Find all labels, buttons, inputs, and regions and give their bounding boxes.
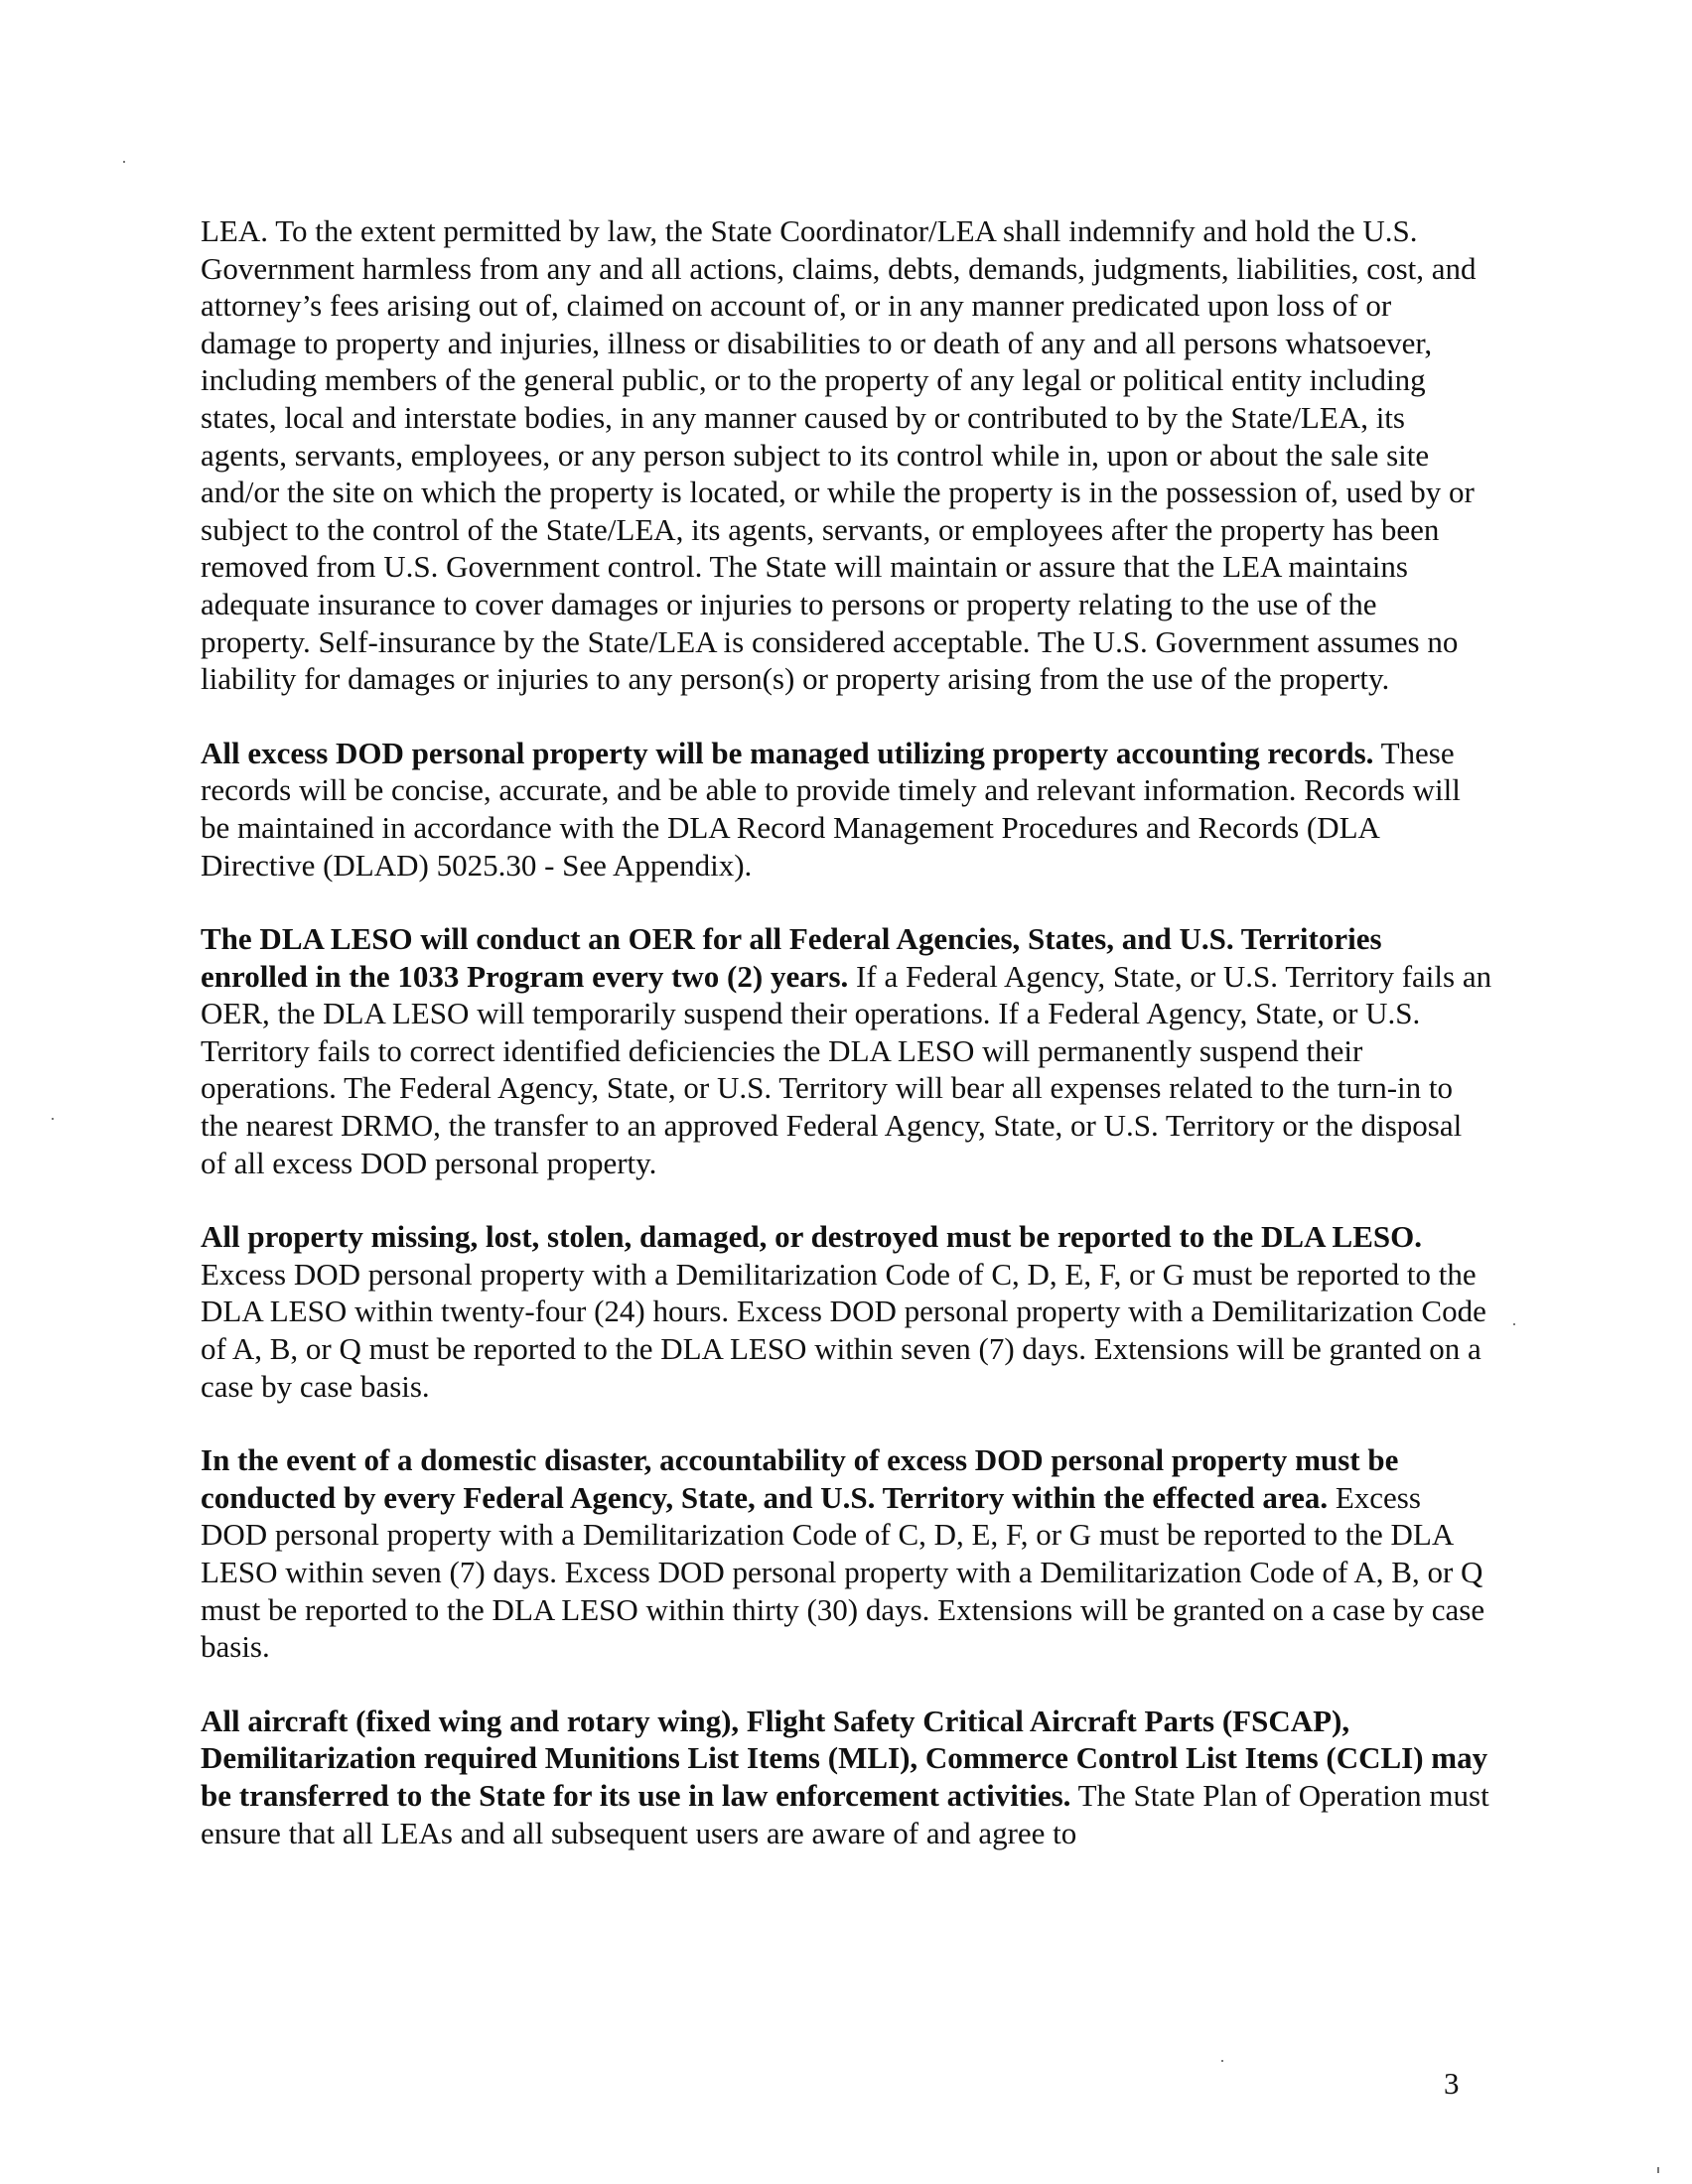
scan-speck — [52, 1118, 54, 1120]
paragraph-lead: In the event of a domestic disaster, accountability of excess DOD personal property must be conducted by every Federal Agency, State, and U.S. Territory within the effected area. — [201, 1442, 1399, 1515]
paragraph-missing-property — [201, 1218, 1493, 1405]
paragraph-text: Excess DOD personal property with a Demilitarization Code of C, D, E, F, or G must be reported to the DLA LESO within seven (7) days. Excess DOD personal property with a Demilitarization Code of A, B, or Q must be reported to the DLA LESO within thirty (30) days. Extensions will be granted on a case by case basis. — [201, 1479, 1485, 1665]
paragraph-lead: All excess DOD personal property will be managed utilizing property accounting records. — [201, 735, 1374, 770]
paragraph-text: LEA. To the extent permitted by law, the State Coordinator/LEA shall indemnify and hold the U.S. Government harmless from any and all actions, claims, debts, demands, judgments, liabilities, cost, and attorney’s fees arising out of, claimed on account of, or in any manner predicated upon loss of or damage to property and injuries, illness or disabilities to or death of any and all persons whatsoever, including members of the general public, or to the property of any legal or political entity including states, local and interstate bodies, in any manner caused by or contributed to by the State/LEA, its agents, servants, employees, or any person subject to its control while in, upon or about the sale site and/or the site on which the property is located, or while the property is in the possession of, used by or subject to the control of the State/LEA, its agents, servants, or employees after the property has been removed from U.S. Government control. The State will maintain or assure that the LEA maintains adequate insurance to cover damages or injuries to persons or property relating to the use of the property. Self-insurance by the State/LEA is considered acceptable. The U.S. Government assumes no liability for damages or injuries to any person(s) or property arising from the use of the property. — [201, 213, 1477, 697]
paragraph-lead: All property missing, lost, stolen, damaged, or destroyed must be reported to the DLA LESO. — [201, 1219, 1422, 1255]
paragraph-aircraft — [201, 1703, 1493, 1851]
paragraph-lead: The DLA LESO will conduct an OER for all Federal Agencies, States, and U.S. Territories enrolled in the 1033 Program every two (2) years. — [201, 921, 1382, 994]
paragraph-indemnification — [201, 212, 1493, 698]
paragraph-oer — [201, 920, 1493, 1181]
scan-speck — [1657, 2167, 1659, 2173]
paragraph-text: These records will be concise, accurate, and be able to provide timely and relevant information. Records will be maintained in accordance with the DLA Record Management Procedures and Records (DLA Directive (DLAD) 5025.30 - See Appendix). — [201, 735, 1461, 883]
paragraph-text: If a Federal Agency, State, or U.S. Territory fails an OER, the DLA LESO will temporarily suspend their operations. If a Federal Agency, State, or U.S. Territory fails to correct identified deficiencies the DLA LESO will permanently suspend their operations. The Federal Agency, State, or U.S. Territory will bear all expenses related to the turn-in to the nearest DRMO, the transfer to an approved Federal Agency, State, or U.S. Territory or the disposal of all excess DOD personal property. — [201, 958, 1492, 1180]
page-number: 3 — [1444, 2066, 1460, 2101]
paragraph-text: The State Plan of Operation must ensure that all LEAs and all subsequent users are aware of and agree to — [201, 1777, 1489, 1850]
paragraph-property-accounting — [201, 735, 1493, 884]
paragraph-text: Excess DOD personal property with a Demilitarization Code of C, D, E, F, or G must be reported to the DLA LESO within twenty-four (24) hours. Excess DOD personal property with a Demilitarization Code of A, B, or Q must be reported to the DLA LESO within seven (7) days. Extensions will be granted on a case by case basis. — [201, 1256, 1486, 1404]
scan-speck — [1513, 1323, 1515, 1325]
paragraph-domestic-disaster — [201, 1441, 1493, 1666]
scan-speck — [1221, 2060, 1223, 2062]
document-body — [201, 212, 1493, 1888]
paragraph-lead: All aircraft (fixed wing and rotary wing), Flight Safety Critical Aircraft Parts (FSCAP), Demilitarization required Munitions List Items (MLI), Commerce Control List Items (CCLI) may be transferred to the State for its use in law enforcement activities. — [201, 1703, 1488, 1813]
scan-speck — [123, 161, 125, 163]
